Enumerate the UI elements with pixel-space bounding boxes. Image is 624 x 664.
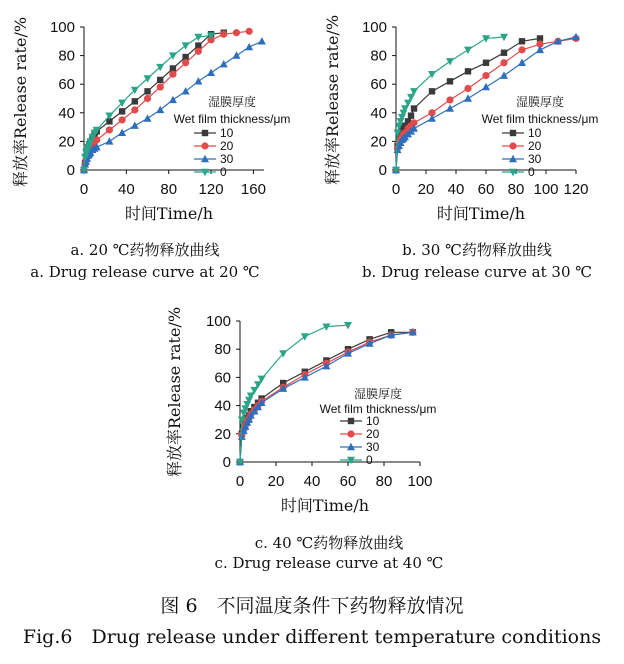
panel-c-data-point (322, 323, 330, 330)
panel-b-legend-title-cn: 湿膜厚度 (515, 95, 565, 109)
panel-b-xtick-label: 60 (477, 181, 495, 198)
panel-a-data-point (233, 29, 240, 36)
panel-a-x-axis-label: 时间Time/h (124, 204, 214, 223)
panel-a-caption-en: a. Drug release curve at 20 ℃ (30, 263, 260, 281)
panel-b-xtick-label: 100 (533, 181, 559, 198)
panel-a-data-point (182, 59, 189, 66)
panel-a-ytick-label: 80 (58, 47, 75, 65)
panel-b-data-point (428, 114, 436, 121)
panel-c-xtick-label: 80 (375, 473, 393, 490)
panel-b-legend-title-en: Wet film thickness/μm (481, 112, 599, 126)
panel-b-ytick-label: 40 (370, 104, 387, 122)
panel-c-ytick-label: 20 (214, 425, 231, 443)
panel-b-xtick-label: 0 (391, 181, 401, 198)
panel-b-caption-en: b. Drug release curve at 30 ℃ (361, 263, 593, 281)
panel-c-legend (320, 386, 437, 467)
panel-b-data-point (500, 71, 508, 78)
panel-b-data-point (446, 58, 454, 65)
panel-b-series-0 (392, 34, 508, 174)
panel-a-legend-marker (202, 130, 208, 136)
panel-a-data-point (220, 31, 227, 38)
figure-title-cn: 图 6 不同温度条件下药物释放情况 (160, 595, 464, 617)
panel-a-data-point (119, 116, 126, 123)
panel-a-legend-label: 0 (220, 165, 227, 179)
panel-a-series-10 (81, 30, 227, 174)
panel-c-xtick-label: 0 (235, 473, 245, 490)
panel-a-xtick-label: 0 (79, 181, 89, 198)
panel-a-series-0 (80, 32, 215, 174)
panel-a-data-point (207, 69, 215, 76)
panel-a-data-point (182, 87, 190, 94)
panel-b-data-point (447, 78, 453, 84)
panel-a-data-point (157, 83, 164, 90)
panel-c-xtick-label: 20 (267, 473, 285, 490)
panel-a-xtick-label: 160 (240, 181, 266, 198)
panel-a-data-point (131, 106, 138, 113)
panel-a-legend-label: 20 (220, 139, 234, 153)
panel-a-xtick-label: 120 (198, 181, 224, 198)
panel-b-data-point (518, 59, 526, 66)
panel-b-y-axis-label: 释放率Release rate/% (323, 14, 342, 186)
panel-a-data-point (245, 43, 253, 50)
panel-a-data-point (195, 48, 202, 55)
panel-b-data-point (482, 72, 489, 79)
panel-a-legend-title-cn: 湿膜厚度 (207, 95, 257, 109)
panel-c-legend-label: 30 (366, 440, 380, 454)
panel-c-caption-cn: c. 40 ℃药物释放曲线 (254, 534, 404, 552)
panel-a-data-point (169, 71, 176, 78)
panel-c-legend-label: 10 (366, 414, 380, 428)
panel-b-data-point (411, 105, 417, 111)
panel-c (165, 307, 443, 572)
panel-a-data-point (246, 28, 253, 35)
panel-a-data-point (220, 60, 228, 67)
panel-b-data-point (446, 104, 454, 111)
panel-a-legend-marker (201, 142, 208, 149)
panel-b-data-point (482, 83, 490, 90)
panel-b-data-point (464, 47, 472, 54)
panel-a-data-point (194, 34, 202, 41)
panel-b-ytick-label: 0 (378, 162, 387, 179)
panel-a-data-point (169, 96, 177, 103)
panel-b-data-point (429, 88, 435, 94)
panel-b-legend-label: 0 (528, 165, 535, 179)
panel-a-xtick-label: 80 (160, 181, 178, 198)
panel-b-xtick-label: 120 (563, 181, 589, 198)
panel-b-ytick-label: 20 (370, 133, 387, 151)
panel-c-series-line (240, 325, 348, 462)
panel-a-data-point (194, 77, 202, 84)
panel-c-ytick-label: 100 (205, 313, 231, 330)
panel-b-legend-label: 20 (528, 139, 542, 153)
panel-b-ytick-label: 100 (361, 19, 387, 36)
figure-title-en: Fig.6 Drug release under different temperature conditions (22, 626, 602, 648)
panel-a-ytick-label: 20 (58, 133, 75, 151)
panel-a-legend-title-en: Wet film thickness/μm (173, 112, 291, 126)
panel-c-legend-title-en: Wet film thickness/μm (319, 402, 437, 416)
panel-b-data-point (518, 46, 525, 53)
panel-a-series-line (84, 33, 224, 170)
panel-c-x-axis-label: 时间Time/h (280, 496, 370, 515)
panel-c-ytick-label: 0 (222, 454, 231, 471)
panel-c-legend-marker (347, 430, 354, 437)
panel-a-data-point (182, 42, 190, 49)
panel-a-y-axis-label: 释放率Release rate/% (11, 16, 30, 188)
panel-b-ytick-label: 60 (370, 76, 387, 94)
panel-a-data-point (119, 108, 125, 114)
panel-a-data-point (144, 95, 151, 102)
panel-b-x-axis-label: 时间Time/h (436, 204, 526, 223)
panel-b-data-point (501, 50, 507, 56)
panel-a-legend-label: 10 (220, 126, 234, 140)
panel-a-xtick-label: 40 (118, 181, 135, 198)
panel-b-legend (482, 94, 599, 179)
panel-c-legend-label: 20 (366, 427, 380, 441)
panel-c-ytick-label: 40 (214, 397, 231, 415)
panel-a-data-point (156, 106, 164, 113)
panel-b-data-point (500, 59, 507, 66)
panel-a-data-point (258, 37, 266, 44)
panel-a-data-point (144, 88, 150, 94)
panel-c-ytick-label: 80 (214, 341, 231, 359)
panel-b-data-point (483, 60, 489, 66)
panel-a (11, 17, 290, 281)
panel-a-series-line (84, 36, 211, 170)
panel-a-data-point (118, 129, 126, 136)
panel-b-data-point (408, 112, 414, 118)
panel-b-legend-label: 30 (528, 152, 542, 166)
panel-a-caption-cn: a. 20 ℃药物释放曲线 (70, 241, 220, 259)
panel-c-xtick-label: 60 (339, 473, 357, 490)
panel-a-ytick-label: 60 (58, 76, 75, 94)
panel-b-data-point (482, 35, 490, 42)
panel-a-ytick-label: 100 (49, 19, 75, 36)
panel-c-legend-marker (348, 418, 354, 424)
panel-a-data-point (144, 114, 152, 121)
panel-a-data-point (131, 121, 139, 128)
panel-b-data-point (536, 46, 544, 53)
panel-c-xtick-label: 40 (303, 473, 321, 490)
panel-b-legend-marker (510, 130, 516, 136)
panel-a-ytick-label: 0 (66, 162, 75, 179)
panel-a-ytick-label: 40 (58, 104, 75, 122)
panel-c-caption-en: c. Drug release curve at 40 ℃ (214, 554, 444, 572)
panel-a-data-point (157, 77, 163, 83)
panel-c-y-axis-label: 释放率Release rate/% (165, 306, 184, 478)
panel-b-ytick-label: 80 (370, 47, 387, 65)
panel-b-legend-label: 10 (528, 126, 542, 140)
panel-b-data-point (464, 85, 471, 92)
panel-a-data-point (105, 137, 113, 144)
panel-c-legend-title-cn: 湿膜厚度 (353, 387, 403, 401)
panel-b-data-point (519, 38, 525, 44)
panel-a-data-point (106, 126, 113, 133)
panel-c-legend-label: 0 (366, 453, 373, 467)
panel-b-data-point (465, 68, 471, 74)
panel-b-data-point (446, 96, 453, 103)
panel-b-xtick-label: 20 (417, 181, 435, 198)
panel-c-xtick-label: 100 (407, 473, 433, 490)
panel-b-legend-marker (509, 142, 516, 149)
panel-b (323, 15, 598, 281)
panel-b-xtick-label: 80 (507, 181, 525, 198)
panel-c-data-point (301, 333, 309, 340)
panel-b-caption-cn: b. 30 ℃药物释放曲线 (402, 241, 552, 259)
panel-c-series-0 (236, 322, 352, 466)
panel-c-ytick-label: 60 (214, 369, 231, 387)
panel-a-data-point (232, 51, 240, 58)
panel-b-xtick-label: 40 (447, 181, 465, 198)
panel-a-legend-label: 30 (220, 152, 234, 166)
panel-a-legend (174, 94, 291, 179)
panel-a-data-point (132, 98, 138, 104)
panel-b-data-point (464, 94, 472, 101)
